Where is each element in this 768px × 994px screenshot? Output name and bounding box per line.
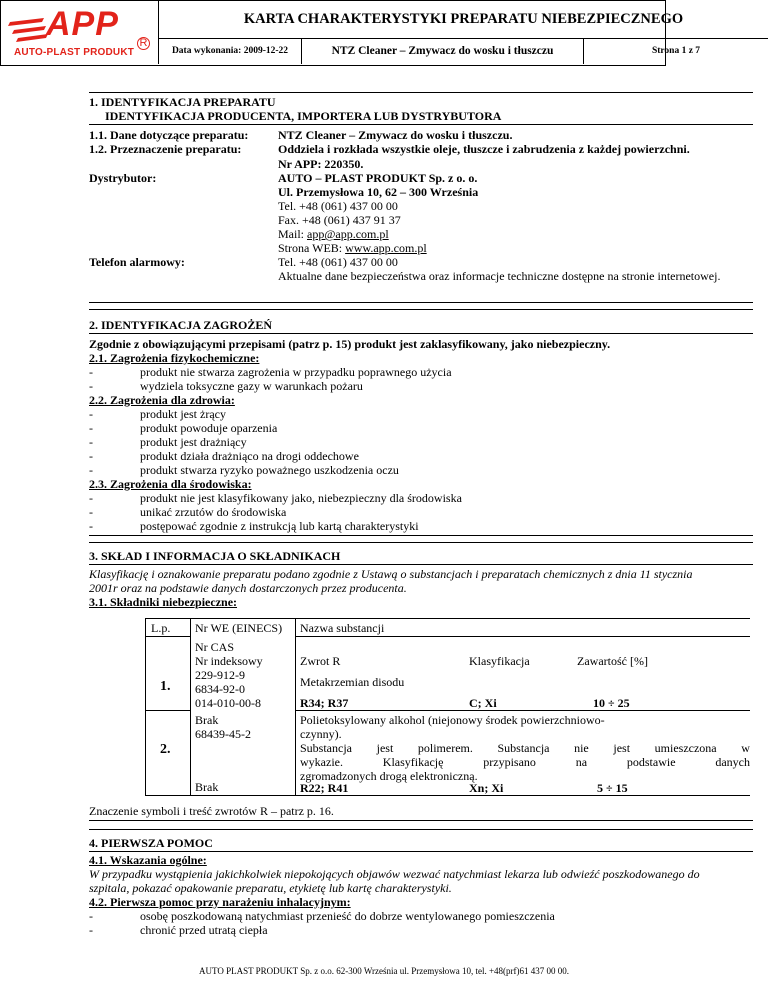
table-border: [295, 618, 296, 796]
label-emergency: Telefon alarmowy:: [89, 255, 185, 269]
registered-icon: R: [137, 37, 150, 50]
product-name: NTZ Cleaner – Zmywacz do wosku i tłuszczu: [302, 39, 584, 64]
section-divider: [89, 535, 753, 536]
col-index: Nr indeksowy: [195, 654, 263, 668]
bullet-dash: -: [89, 463, 93, 477]
date-label: Data wykonania: 2009-12-22: [159, 39, 302, 64]
bullet-dash: -: [89, 421, 93, 435]
header-table: [0, 0, 701, 66]
mail-link[interactable]: app@app.com.pl: [307, 227, 389, 241]
section-divider: [89, 92, 753, 93]
table-border: [145, 795, 750, 796]
list-item: osobę poszkodowaną natychmiast przenieść do dobrze wentylowanego pomieszczenia: [140, 909, 555, 923]
cell-name: Polietoksylowany alkohol (niejonowy środek powierzchniowo-: [300, 713, 605, 727]
list-item: unikać zrzutów do środowiska: [140, 505, 287, 519]
cell-we: Brak: [195, 713, 219, 727]
cell-name: zgromadzonych drogą elektroniczną.: [300, 769, 478, 783]
list-item: produkt działa drażniąco na drogi oddechowe: [140, 449, 359, 463]
value-app-number: Nr APP: 220350.: [278, 157, 364, 171]
section-4-text-1: W przypadku wystąpienia jakichkolwiek niepokojących objawów wezwać natychmiast lekarza lub odwieźć poszkodowanego do: [89, 867, 700, 881]
cell-klasyfikacja: C; Xi: [469, 696, 497, 710]
value-mail: Mail: app@app.com.pl: [278, 227, 389, 241]
subheading-2-3: 2.3. Zagrożenia dla środowiska:: [89, 477, 252, 491]
cell-zwrot: R34; R37: [300, 696, 349, 710]
list-item: chronić przed utratą ciepła: [140, 923, 268, 937]
list-item: produkt nie jest klasyfikowany jako, niebezpieczny dla środowiska: [140, 491, 462, 505]
section-divider: [89, 309, 753, 310]
value-emergency: Tel. +48 (061) 437 00 00: [278, 255, 398, 269]
list-item: produkt stwarza ryzyko poważnego uszkodzenia oczu: [140, 463, 399, 477]
col-cas: Nr CAS: [195, 640, 235, 654]
col-lp: L.p.: [151, 621, 171, 635]
bullet-dash: -: [89, 505, 93, 519]
section-divider: [89, 829, 753, 830]
table-border: [145, 710, 190, 711]
value-product-data: NTZ Cleaner – Zmywacz do wosku i tłuszczu.: [278, 128, 513, 142]
cell-klasyfikacja: Xn; Xi: [469, 781, 504, 795]
table-border: [145, 618, 146, 796]
bullet-dash: -: [89, 435, 93, 449]
section-1-heading: 1. IDENTYFIKACJA PREPARATU: [89, 95, 276, 109]
value-distributor: AUTO – PLAST PRODUKT Sp. z o. o.: [278, 171, 478, 185]
cell-name: czynny).: [300, 727, 342, 741]
section-4-heading: 4. PIERWSZA POMOC: [89, 836, 213, 850]
subheading-4-2: 4.2. Pierwsza pomoc przy narażeniu inhalacyjnym:: [89, 895, 351, 909]
cell-name: wykazie. Klasyfikację przypisano na podstawie danych: [300, 755, 750, 769]
bullet-dash: -: [89, 491, 93, 505]
list-item: produkt nie stwarza zagrożenia w przypadku poprawnego użycia: [140, 365, 452, 379]
section-3-intro-2: 2001r oraz na podstawie danych dostarczonych przez producenta.: [89, 581, 407, 595]
cell-zwrot: R22; R41: [300, 781, 349, 795]
col-zawartosc: Zawartość [%]: [577, 654, 648, 668]
subheading-4-1: 4.1. Wskazania ogólne:: [89, 853, 207, 867]
section-divider: [89, 820, 753, 821]
logo: [0, 0, 159, 64]
document-title: KARTA CHARAKTERYSTYKI PREPARATU NIEBEZPIECZNEGO: [159, 0, 768, 39]
list-item: postępować zgodnie z instrukcją lub kartą charakterystyki: [140, 519, 419, 533]
section-divider: [89, 851, 753, 852]
cell-name: Substancja jest polimerem. Substancja nie jest umieszczona w: [300, 741, 750, 755]
value-www: Strona WEB: www.app.com.pl: [278, 241, 427, 255]
table-border: [190, 618, 191, 796]
logo-text: APP: [46, 5, 119, 43]
page-number: Strona 1 z 7: [651, 46, 701, 56]
list-item: produkt jest żrący: [140, 407, 226, 421]
section-divider: [89, 124, 753, 125]
logo-subtext: AUTO-PLAST PRODUKT: [14, 47, 135, 58]
cell-cas: 6834-92-0: [195, 682, 245, 696]
col-we: Nr WE (EINECS): [195, 621, 283, 635]
bullet-dash: -: [89, 923, 93, 937]
cell-cas: 68439-45-2: [195, 727, 251, 741]
section-divider: [89, 564, 753, 565]
subheading-2-1: 2.1. Zagrożenia fizykochemiczne:: [89, 351, 260, 365]
section-2-heading: 2. IDENTYFIKACJA ZAGROŻEŃ: [89, 318, 273, 332]
subheading-2-2: 2.2. Zagrożenia dla zdrowia:: [89, 393, 235, 407]
bullet-dash: -: [89, 909, 93, 923]
value-fax: Fax. +48 (061) 437 91 37: [278, 213, 401, 227]
www-link[interactable]: www.app.com.pl: [345, 241, 427, 255]
list-item: produkt jest drażniący: [140, 435, 247, 449]
section-4-text-2: szpitala, pokazać opakowanie preparatu, etykietę lub kartę charakterystyki.: [89, 881, 452, 895]
table-border: [295, 636, 750, 637]
ingredients-table: [145, 618, 750, 796]
bullet-dash: -: [89, 407, 93, 421]
value-purpose: Oddziela i rozkłada wszystkie oleje, tłuszcze i zabrudzenia z każdej powierzchni.: [278, 142, 690, 156]
cell-name: Metakrzemian disodu: [300, 675, 405, 689]
list-item: wydziela toksyczne gazy w warunkach pożaru: [140, 379, 363, 393]
label-purpose: 1.2. Przeznaczenie preparatu:: [89, 142, 242, 156]
subheading-3-1: 3.1. Składniki niebezpieczne:: [89, 595, 238, 609]
page-footer: AUTO PLAST PRODUKT Sp. z o.o. 62-300 Września ul. Przemysłowa 10, tel. +48(prf)61 437 00 00.: [198, 966, 570, 976]
value-address: Ul. Przemysłowa 10, 62 – 300 Września: [278, 185, 479, 199]
col-name: Nazwa substancji: [300, 621, 385, 635]
cell-we: 229-912-9: [195, 668, 245, 682]
table-border: [295, 710, 750, 711]
section-divider: [89, 333, 753, 334]
list-item: produkt powoduje oparzenia: [140, 421, 278, 435]
row-number: 2.: [160, 742, 171, 757]
bullet-dash: -: [89, 519, 93, 533]
cell-zawartosc: 10 ÷ 25: [593, 696, 630, 710]
col-zwrot: Zwrot R: [300, 654, 341, 668]
section-3-heading: 3. SKŁAD I INFORMACJA O SKŁADNIKACH: [89, 549, 341, 563]
section-divider: [89, 542, 753, 543]
section-3-note: Znaczenie symboli i treść zwrotów R – patrz p. 16.: [89, 804, 334, 818]
label-product-data: 1.1. Dane dotyczące preparatu:: [89, 128, 249, 142]
cell-zawartosc: 5 ÷ 15: [597, 781, 628, 795]
section-divider: [89, 302, 753, 303]
label-distributor: Dystrybutor:: [89, 171, 157, 185]
section-3-intro-1: Klasyfikację i oznakowanie preparatu podano zgodnie z Ustawą o substancjach i preparatach chemicznych z dnia 11 stycznia: [89, 567, 693, 581]
section-1-subheading: IDENTYFIKACJA PRODUCENTA, IMPORTERA LUB DYSTRYBUTORA: [105, 109, 502, 123]
col-klasyfikacja: Klasyfikacja: [469, 654, 530, 668]
bullet-dash: -: [89, 449, 93, 463]
bullet-dash: -: [89, 379, 93, 393]
cell-index: 014-010-00-8: [195, 696, 261, 710]
cell-index: Brak: [195, 780, 219, 794]
row-number: 1.: [160, 679, 171, 694]
value-note: Aktualne dane bezpieczeństwa oraz informacje techniczne dostępne na stronie internetowej.: [278, 269, 721, 283]
value-tel: Tel. +48 (061) 437 00 00: [278, 199, 398, 213]
table-border: [145, 636, 190, 637]
table-border: [145, 618, 750, 619]
bullet-dash: -: [89, 365, 93, 379]
section-2-intro: Zgodnie z obowiązującymi przepisami (patrz p. 15) produkt jest zaklasyfikowany, jako niebezpieczny.: [89, 337, 611, 351]
